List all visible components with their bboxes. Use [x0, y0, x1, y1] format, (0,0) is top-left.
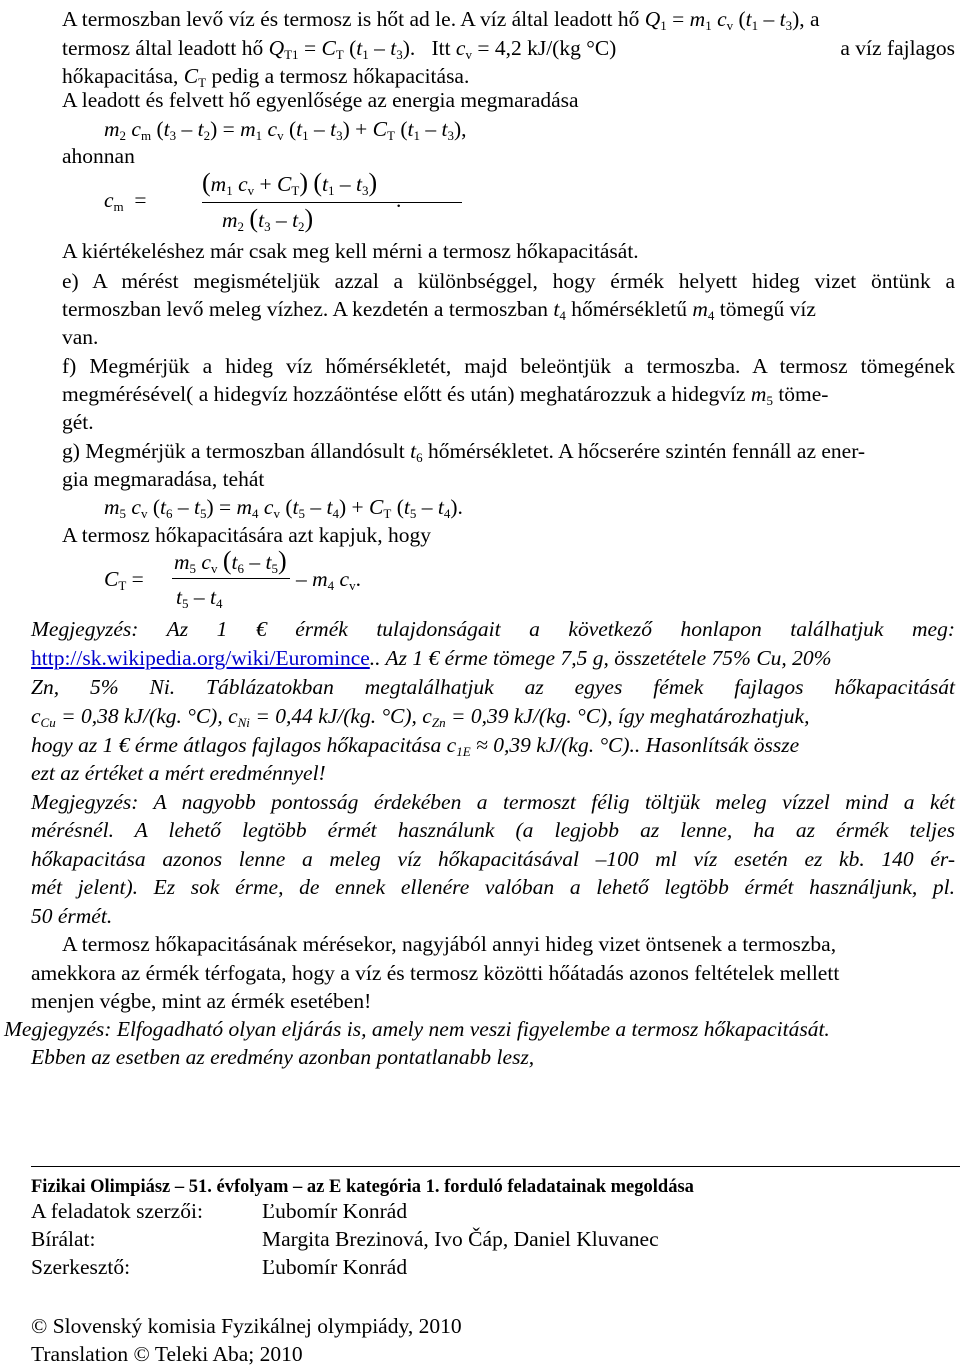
note-line-11: 50 érmét.	[31, 904, 113, 928]
footer-copyright: © Slovenský komisia Fyzikálnej olympiády, 2010	[31, 1314, 462, 1338]
text-line-6: ahonnan	[62, 144, 135, 168]
equation-cm: $c_m$ = ($m_1$ $c_v + C_T$) $(t_1 - t_3)$ $m_2$ $(t_3 - t_2)$ .	[104, 168, 404, 238]
note-line-8: mérésnél. A lehető legtöbb érmét használunk (a legjobb az lenne, ha az érmék teljes	[31, 818, 955, 842]
footer-label-authors: A feladatok szerzői:	[31, 1199, 203, 1223]
text-line-14: megmérésével( a hidegvíz hozzáöntése előtt és után) meghatározzuk a hidegvíz $m_5$ töme-	[62, 382, 829, 408]
text-line-11: termoszban levő meleg vízhez. A kezdetén a termoszban $t_4$ hőmérsékletű $m_4$ tömegű víz	[62, 297, 816, 323]
footer-value-authors: Ľubomír Konrád	[262, 1199, 408, 1223]
note-line-1: Megjegyzés: Az 1 € érmék tulajdonságait a következő honlapon találhatjuk meg:	[31, 617, 955, 641]
text-line-1: A termoszban levő víz és termosz is hőt ad le. A víz által leadott hő $Q_1 = m_1$ $c_v$ $(t_1 - t_3)$, a	[62, 7, 820, 33]
note-line-9: hőkapacitása azonos lenne a meleg víz hőkapacitásával –100 ml víz esetén ez kb. 140 ér-	[31, 847, 955, 871]
footer-value-editor: Ľubomír Konrád	[262, 1255, 408, 1279]
text-line-2: termosz által leadott hő $Q_{T1} = C_T$ $(t_1 - t_3)$. Itt $c_v = 4,2$ kJ/(kg °C) a víz fajlagos	[62, 36, 955, 62]
note-line-12: Megjegyzés: Elfogadható olyan eljárás is, amely nem veszi figyelembe a termosz hőkapacitását.	[4, 1017, 830, 1041]
text-line-13: f) Megmérjük a hideg víz hőmérsékletét, majd beleöntjük a termoszba. A termosz tömegének	[62, 354, 955, 378]
paragraph-line-2: amekkora az érmék térfogata, hogy a víz és termosz közötti hőátadás azonos feltételek mellett	[31, 961, 840, 985]
footer-label-editor: Szerkesztő:	[31, 1255, 131, 1279]
note-line-10: mét jelent). Ez sok érme, de ennek ellenére valóban a lehető legtöbb érmét használjunk, pl.	[31, 875, 955, 899]
note-line-5: hogy az 1 € érme átlagos fajlagos hőkapacitása $c_{1E} \approx 0,39$ kJ/(kg. °C).. Hasonlítsák össze	[31, 733, 800, 759]
note-line-2: http://sk.wikipedia.org/wiki/Euromince.. Az 1 € érme tömege 7,5 g, összetétele 75% Cu, 20%	[31, 646, 832, 670]
footer-translation: Translation © Teleki Aba; 2010	[31, 1342, 303, 1366]
equation-water-balance: $m_5$ $c_v$ $(t_6 - t_5) = m_4$ $c_v$ $(t_5 - t_4) + C_T$ $(t_5 - t_4)$.	[104, 495, 463, 521]
footer-value-review: Margita Brezinová, Ivo Čáp, Daniel Kluvanec	[262, 1227, 659, 1251]
paragraph-line-1: A termosz hőkapacitásának mérésekor, nagyjából annyi hideg vizet öntsenek a termoszba,	[62, 932, 837, 956]
text-line-10: e) A mérést megismételjük azzal a különbséggel, hogy érmék helyett hideg vizet öntünk a	[62, 269, 955, 293]
text-line-19: A termosz hőkapacitására azt kapjuk, hogy	[62, 523, 431, 547]
text-line-12: van.	[62, 325, 99, 349]
equation-ct: $C_T$ = $m_5$ $c_v$ $(t_6 - t_5)$ $t_5 - t_4$ – $m_4$ $c_v$.	[104, 546, 361, 611]
note-line-6: ezt az értéket a mért eredménnyel!	[31, 761, 326, 785]
text-line-16: g) Megmérjük a termoszban állandósult $t_6$ hőmérsékletet. A hőcserére szintén fennáll az ener-	[62, 439, 866, 465]
note-line-7: Megjegyzés: A nagyobb pontosság érdekében a termoszt félig töltjük meleg vízzel mind a két	[31, 790, 955, 814]
note-line-3: Zn, 5% Ni. Táblázatokban megtalálhatjuk az egyes fémek fajlagos hőkapacitását	[31, 675, 955, 699]
equation-energy-balance: $m_2$ $c_m$ $(t_3 - t_2) = m_1$ $c_v$ $(t_1 - t_3) + C_T$ $(t_1 - t_3)$,	[104, 117, 467, 143]
euromince-link[interactable]: http://sk.wikipedia.org/wiki/Euromince	[31, 646, 370, 670]
text-line-4: A leadott és felvett hő egyenlősége az energia megmaradása	[62, 88, 579, 112]
footer-label-review: Bírálat:	[31, 1227, 96, 1251]
note-line-13: Ebben az esetben az eredmény azonban pontatlanabb lesz,	[31, 1045, 535, 1069]
footer-title: Fizikai Olimpiász – 51. évfolyam – az E kategória 1. forduló feladatainak megoldása	[31, 1177, 694, 1197]
text-line-17: gia megmaradása, tehát	[62, 467, 265, 491]
text-line-9: A kiértékeléshez már csak meg kell mérni a termosz hőkapacitását.	[62, 239, 639, 263]
footer-divider	[31, 1166, 960, 1167]
text-line-3: hőkapacitása, $C_T$ pedig a termosz hőkapacitása.	[62, 64, 470, 90]
paragraph-line-3: menjen végbe, mint az érmék esetében!	[31, 989, 372, 1013]
note-line-4: $c_{Cu} = 0,38$ kJ/(kg. °C), $c_{Ni} = 0,44$ kJ/(kg. °C), $c_{Zn} = 0,39$ kJ/(kg. °C), így meghatározhatjuk,	[31, 704, 810, 730]
text-line-15: gét.	[62, 410, 94, 434]
